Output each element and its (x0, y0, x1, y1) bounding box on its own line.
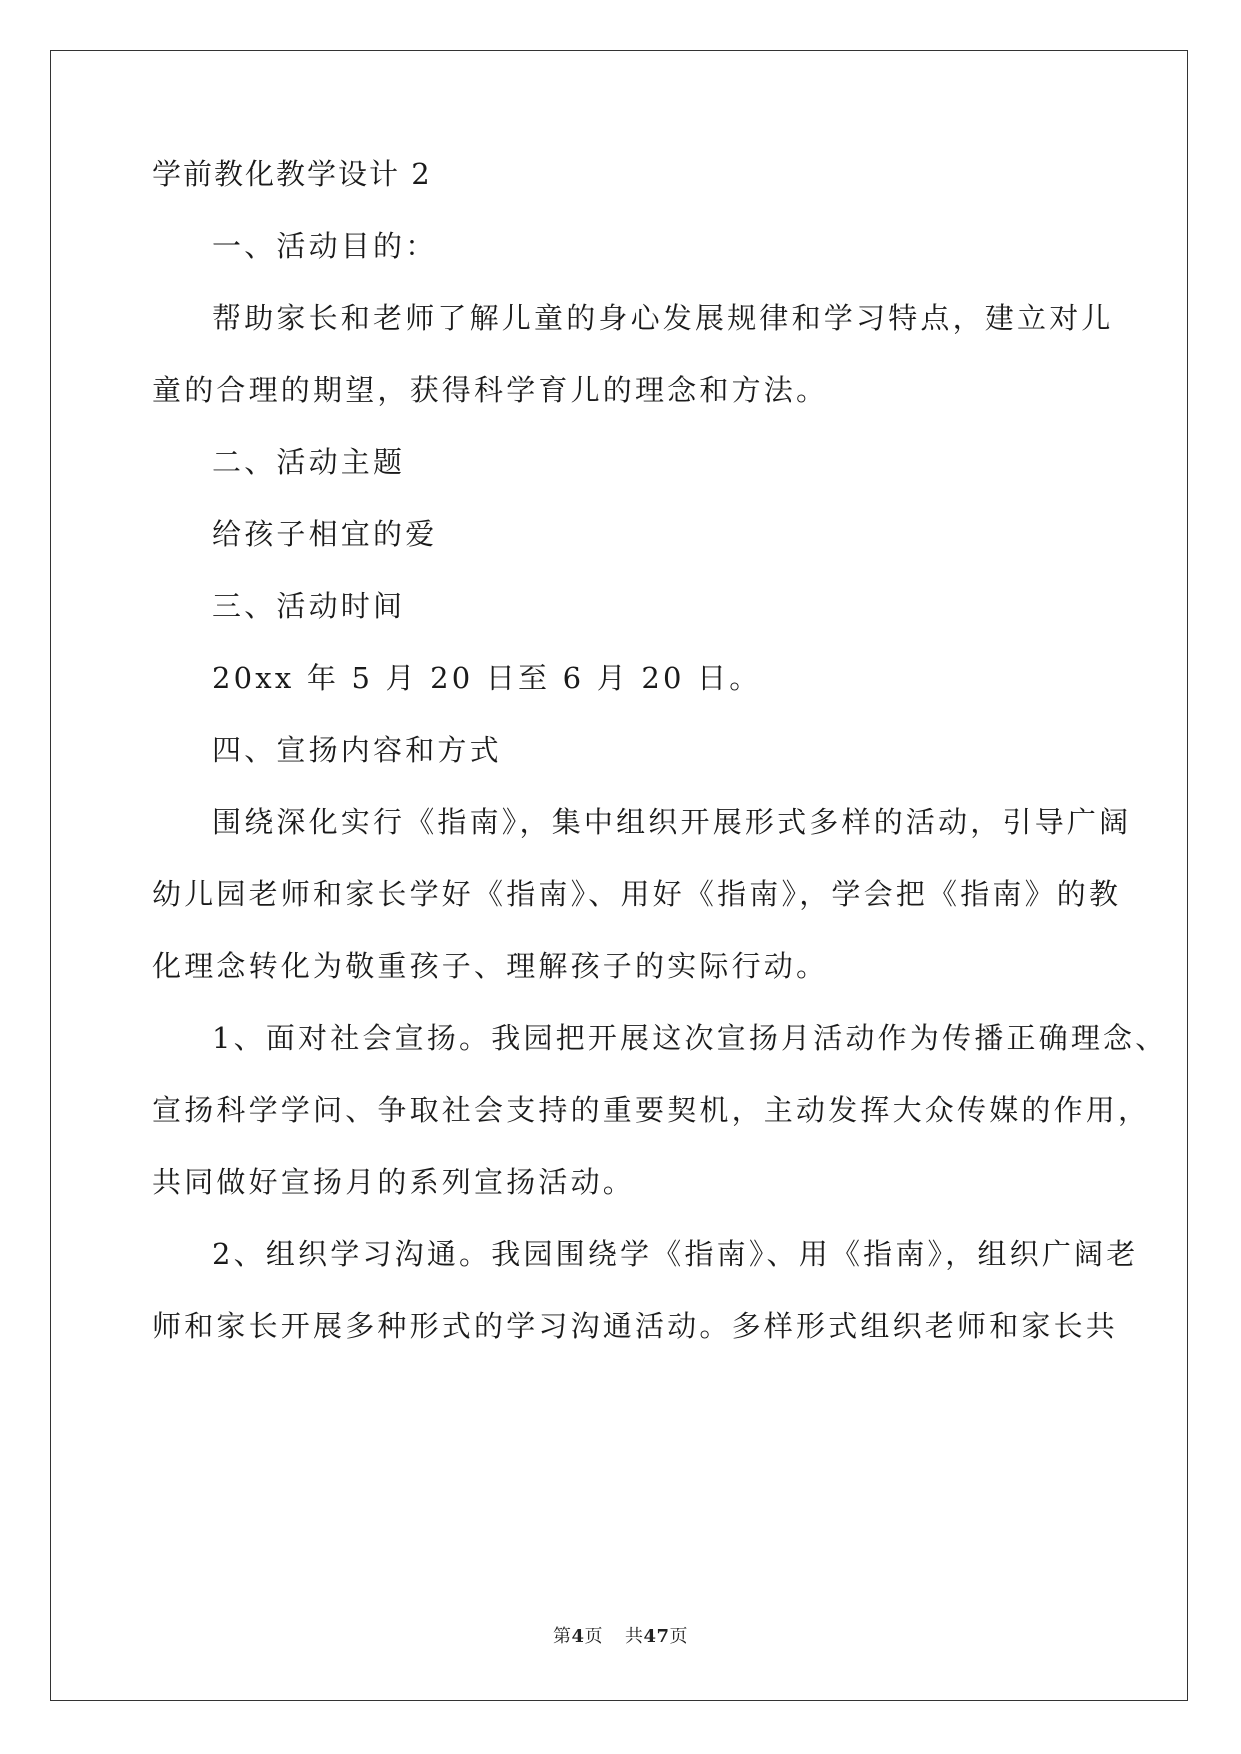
paragraph-line: 师和家长开展多种形式的学习沟通活动。多样形式组织老师和家长共 (152, 1309, 1119, 1343)
document-title: 学前教化教学设计 2 (152, 157, 432, 191)
paragraph-line: 20xx 年 5 月 20 日至 6 月 20 日。 (212, 661, 762, 695)
paragraph-line: 帮助家长和老师了解儿童的身心发展规律和学习特点，建立对儿 (212, 301, 1114, 335)
heading-theme: 二、活动主题 (212, 445, 406, 479)
page-footer (0, 1622, 1241, 1648)
heading-objective: 一、活动目的： (212, 229, 438, 263)
paragraph-line: 童的合理的期望，获得科学育儿的理念和方法。 (152, 373, 829, 407)
footer-page-word: 页 (584, 1626, 603, 1647)
footer-prefix: 第 (552, 1626, 572, 1647)
footer-total-suffix: 页 (669, 1626, 689, 1647)
heading-content: 四、宣扬内容和方式 (212, 733, 502, 767)
paragraph-line: 围绕深化实行《指南》，集中组织开展形式多样的活动，引导广阔 (212, 805, 1132, 839)
paragraph-line: 幼儿园老师和家长学好《指南》、用好《指南》，学会把《指南》的教 (152, 877, 1122, 911)
heading-time: 三、活动时间 (212, 589, 406, 623)
paragraph-line: 给孩子相宜的爱 (212, 517, 438, 551)
current-page-number: 4 (571, 1626, 585, 1647)
footer-total-prefix: 共 (624, 1626, 644, 1647)
paragraph-line: 1、面对社会宣扬。我园把开展这次宣扬月活动作为传播正确理念、 (212, 1021, 1168, 1055)
paragraph-line: 宣扬科学学问、争取社会支持的重要契机，主动发挥大众传媒的作用， (152, 1093, 1151, 1127)
paragraph-line: 2、组织学习沟通。我园围绕学《指南》、用《指南》，组织广阔老 (212, 1237, 1139, 1271)
paragraph-line: 共同做好宣扬月的系列宣扬活动。 (152, 1165, 636, 1199)
paragraph-line: 化理念转化为敬重孩子、理解孩子的实际行动。 (152, 949, 829, 983)
total-page-number: 47 (643, 1626, 670, 1647)
